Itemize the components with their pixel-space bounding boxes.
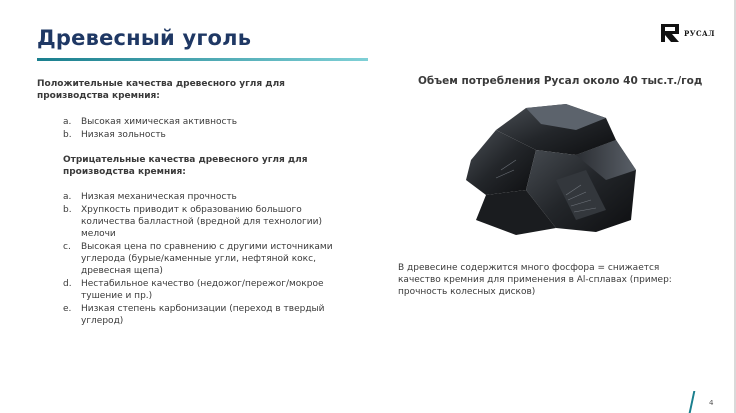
corner-accent-line [689,391,696,413]
consumption-title: Объем потребления Русал около 40 тыс.т./год [418,75,703,87]
list-marker: b. [63,130,72,140]
list-item-text: Высокая цена по сравнению с другими источниками углерода (бурые/каменные угли, нефтяной кокс, древесная щепа) [81,242,333,276]
list-item [37,116,357,128]
list-item [37,241,357,277]
rusal-logo-icon [660,23,680,43]
list-item-text: Хрупкость приводит к образованию большого количества балластной (вредной для технологии) мелочи [81,205,322,239]
list-item-text: Нестабильное качество (недожог/пережог/мокрое тушение и пр.) [81,279,324,301]
list-item [37,204,357,240]
list-marker: b. [63,205,72,215]
negative-list [37,191,357,327]
list-item-text: Низкая механическая прочность [81,192,237,202]
slide-title: Древесный уголь [37,26,252,50]
rusal-logo [660,23,722,45]
list-item [37,303,357,327]
list-item [37,191,357,203]
list-item-text: Низкая зольность [81,130,166,140]
page-number: 4 [709,399,714,407]
list-item-text: Высокая химическая активность [81,117,238,127]
phosphorus-note: В древесине содержится много фосфора = снижается качество кремния для применения в Al-сплавах (пример: прочность колесных дисков) [398,263,672,297]
list-item [37,278,357,302]
list-item-text: Низкая степень карбонизации (переход в твердый углерод) [81,304,325,326]
qualities-section [37,78,357,328]
positive-list [37,116,357,141]
positive-heading: Положительные качества древесного угля для производства кремния: [37,79,285,101]
charcoal-image [456,100,638,238]
list-marker: e. [63,304,72,314]
list-marker: a. [63,192,72,202]
list-marker: c. [63,242,71,252]
list-marker: a. [63,117,72,127]
list-item [37,129,357,141]
negative-heading: Отрицательные качества древесного угля для производства кремния: [63,155,308,177]
logo-text: РУСАЛ [684,29,715,38]
list-marker: d. [63,279,72,289]
title-underline [37,58,368,61]
